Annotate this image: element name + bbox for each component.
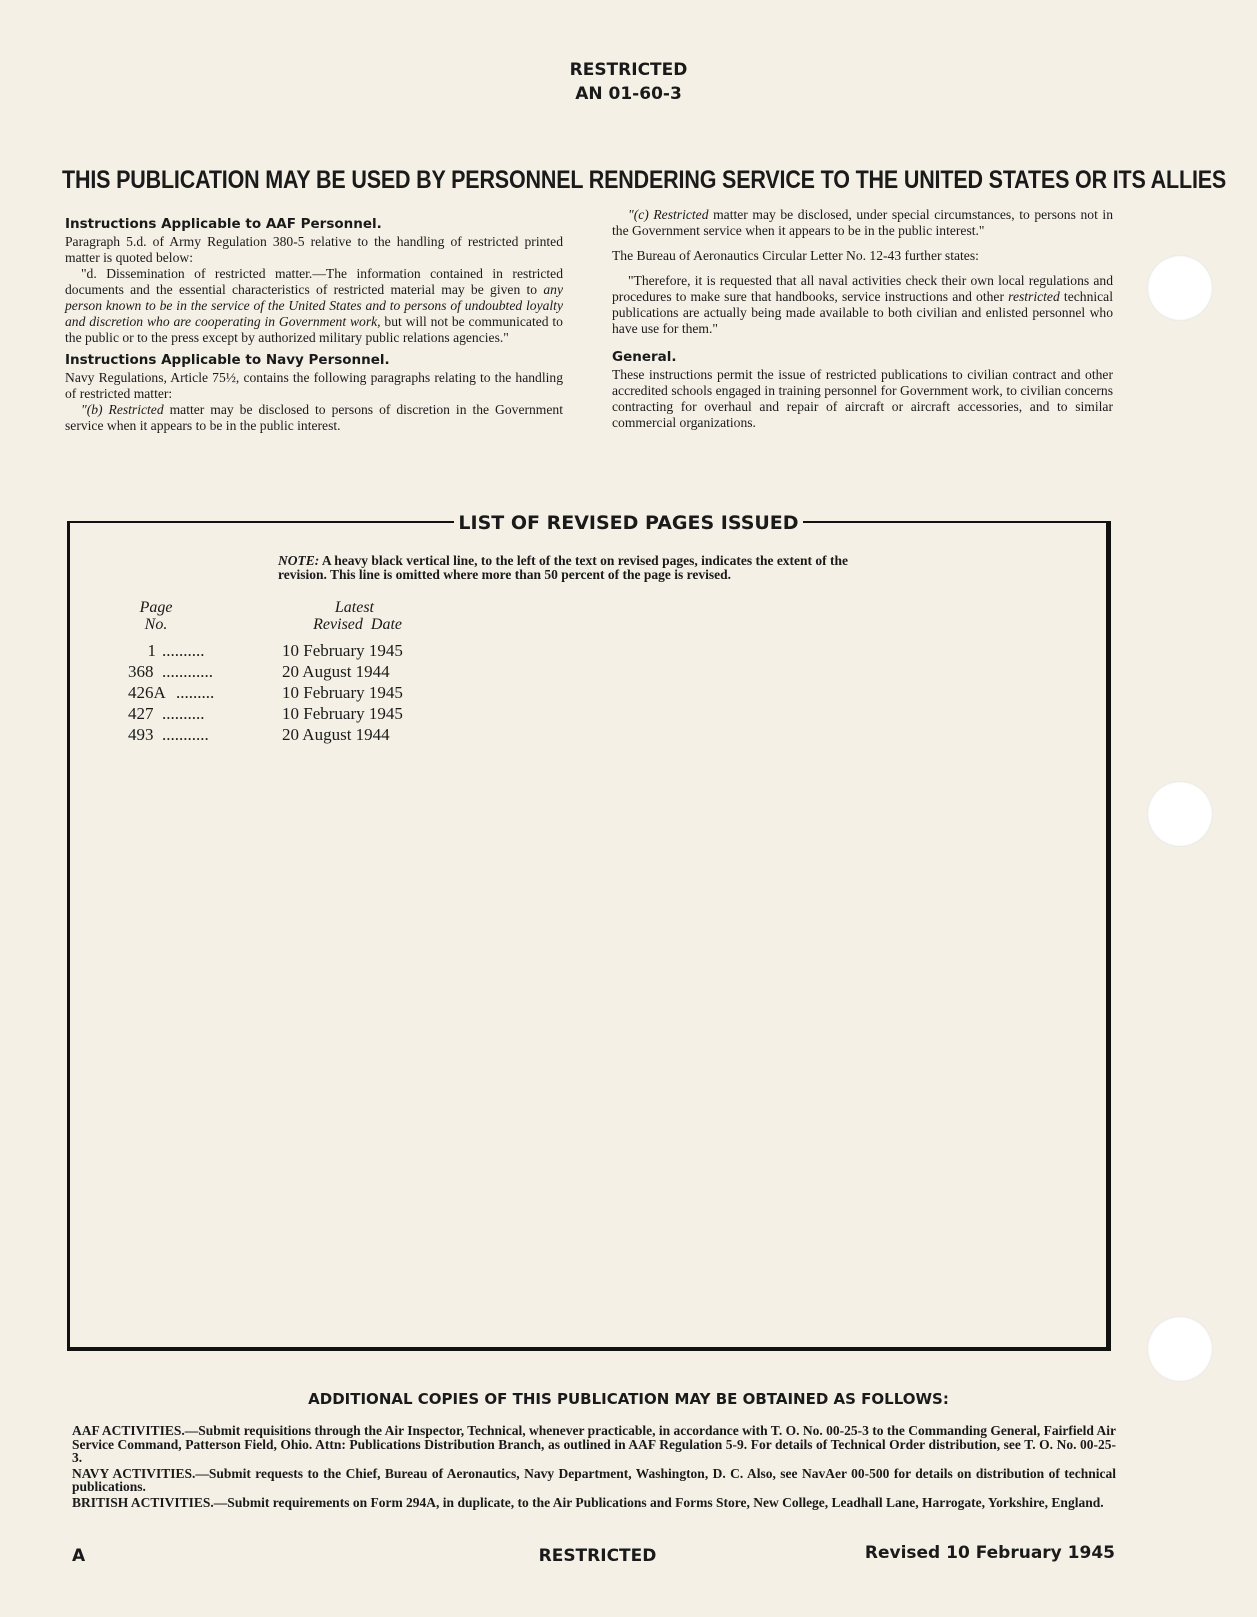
aaf-activities: AAF ACTIVITIES.—Submit requisitions through the Air Inspector, Technical, whenever practicable, in accordance with T. O. No. 00-25-3 to the Commanding General, Fairfield Air Service Command, Patterson Field, Ohio. Attn: Publications Distribution Branch, as outlined in AAF Regulation 5-9. For details of Technical Order distribution, see T. O. No. 00-25-3. [72,1423,1116,1465]
classification-label: RESTRICTED [569,60,688,80]
aaf-heading: Instructions Applicable to AAF Personnel. [65,216,382,232]
bureau-line: The Bureau of Aeronautics Circular Letter No. 12-43 further states: [612,248,979,263]
col-header-date [282,599,402,633]
navy-b-tail: matter may be disclosed to persons of discretion in the Government service when it appears to be in the public interest. [65,402,563,433]
row-page: 426A [128,683,166,702]
row-dots: ............ [162,662,213,681]
therefore-lead: "Therefore, it is requested that all naval activities check their own local regulations and procedures to make sure that handbooks, service instructions and other [612,273,1113,304]
row-dots: .......... [162,641,205,660]
col-header-page [126,599,186,633]
left-column [65,216,563,434]
binder-hole-middle [1147,781,1213,847]
row-dots: ........... [162,725,209,744]
row-page: 493 [128,725,154,744]
col-header-date-line2: Revised Date [313,616,402,633]
footer-page-letter: A [72,1546,86,1566]
general-text: These instructions permit the issue of restricted publications to civilian contract and other accredited schools engaged in training personnel for Government work, to civilian concerns contracting for overhaul and repair of aircraft or aircraft accessories, and to similar commercial organizations. [612,367,1113,430]
navy-b-paragraph [65,402,563,434]
table-row [128,640,403,661]
right-column [612,207,1113,431]
revised-pages-title: LIST OF REVISED PAGES ISSUED [454,512,802,534]
col-header-page-line2: No. [144,616,168,633]
navy-b-italic: "(b) Restricted [81,402,164,417]
aaf-quote-tail: but will not be communicated to the public or to the press except by authorized military public relations agencies." [65,314,563,345]
row-dots: .......... [162,704,205,723]
navy-c-tail: matter may be disclosed, under special circumstances, to persons not in the Government service when it appears to be in the public interest." [612,207,1113,238]
revised-pages-title-wrap [0,512,1257,534]
therefore-italic: restricted [1008,289,1060,304]
aaf-quote [65,266,563,346]
general-heading: General. [612,349,677,365]
british-activities: BRITISH ACTIVITIES.—Submit requirements on Form 294A, in duplicate, to the Air Publications and Forms Store, New College, Leadhall Lane, Harrogate, Yorkshire, England. [72,1494,1104,1510]
navy-activities: NAVY ACTIVITIES.—Submit requests to the Chief, Bureau of Aeronautics, Navy Department, Washington, D. C. Also, see NavAer 00-500 for details on distribution of technical publications. [72,1465,1116,1494]
revision-note [278,554,900,582]
row-page: 368 [128,662,154,681]
navy-intro: Navy Regulations, Article 75½, contains the following paragraphs relating to the handling of restricted matter: [65,370,563,401]
row-date: 10 February 1945 [282,704,403,723]
table-row [128,724,403,745]
therefore-tail: technical publications are actually being made available to both civilian and enlisted personnel who have use for them." [612,289,1113,336]
row-dots: ......... [176,683,215,702]
row-date: 10 February 1945 [282,683,403,702]
document-number: AN 01-60-3 [575,84,682,104]
row-page: 427 [128,704,154,723]
col-header-page-line1: Page [139,599,173,616]
additional-copies-heading: ADDITIONAL COPIES OF THIS PUBLICATION MAY BE OBTAINED AS FOLLOWS: [308,1390,949,1408]
activities-block [72,1424,1116,1511]
table-row [128,703,403,724]
row-date: 20 August 1944 [282,662,390,681]
aaf-quote-lead: "d. Dissemination of restricted matter.—The information contained in restricted documents and the essential characteristics of restricted material may be given to [65,266,563,297]
row-date: 20 August 1944 [282,725,390,744]
aaf-quote-italic: any person known to be in the service of the United States and to persons of undoubted loyalty and discretion who are cooperating in Government work, [65,282,563,329]
binder-hole-bottom [1147,1316,1213,1382]
footer-revision-date: Revised 10 February 1945 [864,1543,1115,1563]
note-label: NOTE: [278,553,320,568]
binder-hole-top [1147,255,1213,321]
col-header-date-line1: Latest [334,599,374,616]
row-page: 1 [147,641,156,660]
footer-classification: RESTRICTED [538,1546,657,1566]
navy-heading: Instructions Applicable to Navy Personnel. [65,352,390,368]
note-text: A heavy black vertical line, to the left of the text on revised pages, indicates the extent of the revision. This line is omitted where more than 50 percent of the page is revised. [278,553,849,582]
revised-pages-list [128,640,403,745]
publication-banner: THIS PUBLICATION MAY BE USED BY PERSONNEL RENDERING SERVICE TO THE UNITED STATES OR ITS ALLIES [62,166,1227,194]
page-header [0,58,1257,106]
navy-c-paragraph [612,207,1113,239]
table-row [128,661,403,682]
navy-c-italic: "(c) Restricted [628,207,709,222]
aaf-intro: Paragraph 5.d. of Army Regulation 380-5 relative to the handling of restricted printed matter is quoted below: [65,234,563,265]
therefore-paragraph [612,273,1113,337]
table-row [128,682,403,703]
row-date: 10 February 1945 [282,641,403,660]
